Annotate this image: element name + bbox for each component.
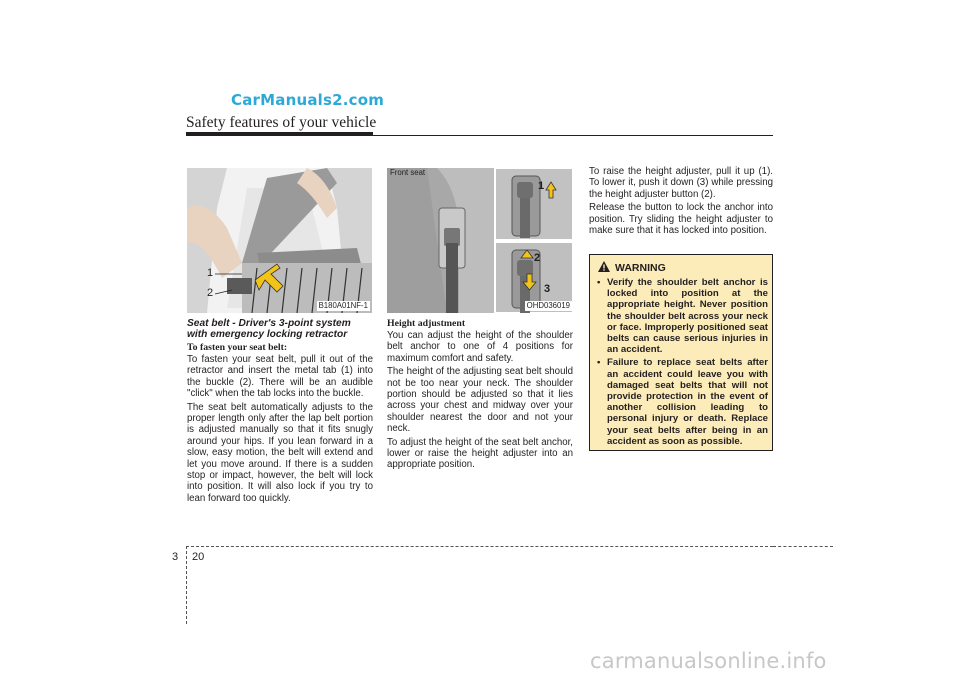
bullet: • bbox=[597, 277, 601, 288]
warning-header bbox=[598, 261, 666, 274]
figure-code: B180A01NF-1 bbox=[318, 301, 368, 310]
section-title: Safety features of your vehicle bbox=[186, 114, 377, 131]
figure-caption: Front seat bbox=[390, 168, 426, 177]
footer-rule-extension bbox=[773, 546, 833, 547]
bullet: • bbox=[597, 357, 601, 369]
height-paragraph-2: The height of the adjusting seat belt should not be too near your neck. The shoulder portion should be adjusted so that it lies across your chest and midway over your shoulder nearest the door and not your neck. bbox=[387, 366, 573, 435]
top-watermark[interactable]: CarManuals2.com bbox=[231, 91, 385, 109]
footer-rule bbox=[186, 546, 773, 547]
figure-code: OHD036019 bbox=[526, 301, 570, 310]
seat-belt-heading: Seat belt - Driver's 3-point system with emergency locking retractor bbox=[187, 318, 351, 340]
footer-vertical-rule bbox=[186, 546, 187, 624]
footer-watermark[interactable]: carmanualsonline.info bbox=[590, 649, 827, 673]
buckle-illustration bbox=[187, 168, 372, 313]
warning-item: • Failure to replace seat belts after an accident could leave you with damaged seat belts that will not provide protection in the event of another collision leading to personal injury or death. Replace your seat belts after being in an accident as soon as possible. bbox=[597, 357, 768, 447]
height-paragraph-3: To adjust the height of the seat belt anchor, lower or raise the height adjuster into an appropriate position. bbox=[387, 436, 573, 471]
page-number: 20 bbox=[192, 551, 205, 563]
release-paragraph: Release the button to lock the anchor into position. Try sliding the height adjuster to make sure that it has locked into position. bbox=[589, 202, 773, 237]
callout-1: 1 bbox=[207, 267, 214, 279]
height-paragraph-1: You can adjust the height of the shoulder belt anchor to one of 4 positions for maximum comfort and safety. bbox=[387, 330, 573, 364]
warning-box bbox=[589, 254, 773, 451]
fasten-paragraph: To fasten your seat belt, pull it out of the retractor and insert the metal tab (1) into the buckle (2). There will be an audible "click" when the tab locks into the buckle. bbox=[187, 354, 373, 400]
chapter-number: 3 bbox=[172, 551, 179, 563]
height-adjustment-heading: Height adjustment bbox=[387, 318, 466, 329]
title-rule bbox=[186, 135, 773, 136]
warning-triangle-icon bbox=[598, 261, 610, 272]
seat-belt-buckle-figure bbox=[187, 168, 372, 313]
fasten-subheading: To fasten your seat belt: bbox=[187, 342, 288, 353]
height-adjuster-figure bbox=[387, 168, 573, 313]
column-adjuster-instructions bbox=[589, 166, 773, 238]
adjust-paragraph: The seat belt automatically adjusts to the proper length only after the lap belt portion is adjusted manually so that it fits snugly around your hips. If you lean forward in a slow, easy motion, the belt will extend and let you move around. If there is a sudden stop or impact, however, the belt will lock into position. It will also lock if you try to lean forward too quickly. bbox=[187, 401, 373, 504]
column-seat-belt bbox=[187, 318, 373, 506]
callout-2: 2 bbox=[207, 287, 214, 299]
warning-list bbox=[596, 277, 768, 449]
callout-3: 3 bbox=[544, 283, 551, 295]
callout-2: 2 bbox=[534, 252, 541, 264]
raise-lower-paragraph: To raise the height adjuster, pull it up (1). To lower it, push it down (3) while pressing the height adjuster button (2). bbox=[589, 166, 773, 200]
callout-1: 1 bbox=[538, 180, 545, 192]
warning-item: • Verify the shoulder belt anchor is locked into position at the appropriate height. Never position the shoulder belt across your neck or face. Improperly positioned seat belts can cause serious injuries in an accident. bbox=[597, 277, 768, 356]
warning-title: WARNING bbox=[615, 262, 666, 274]
column-height-adjustment bbox=[387, 318, 573, 473]
